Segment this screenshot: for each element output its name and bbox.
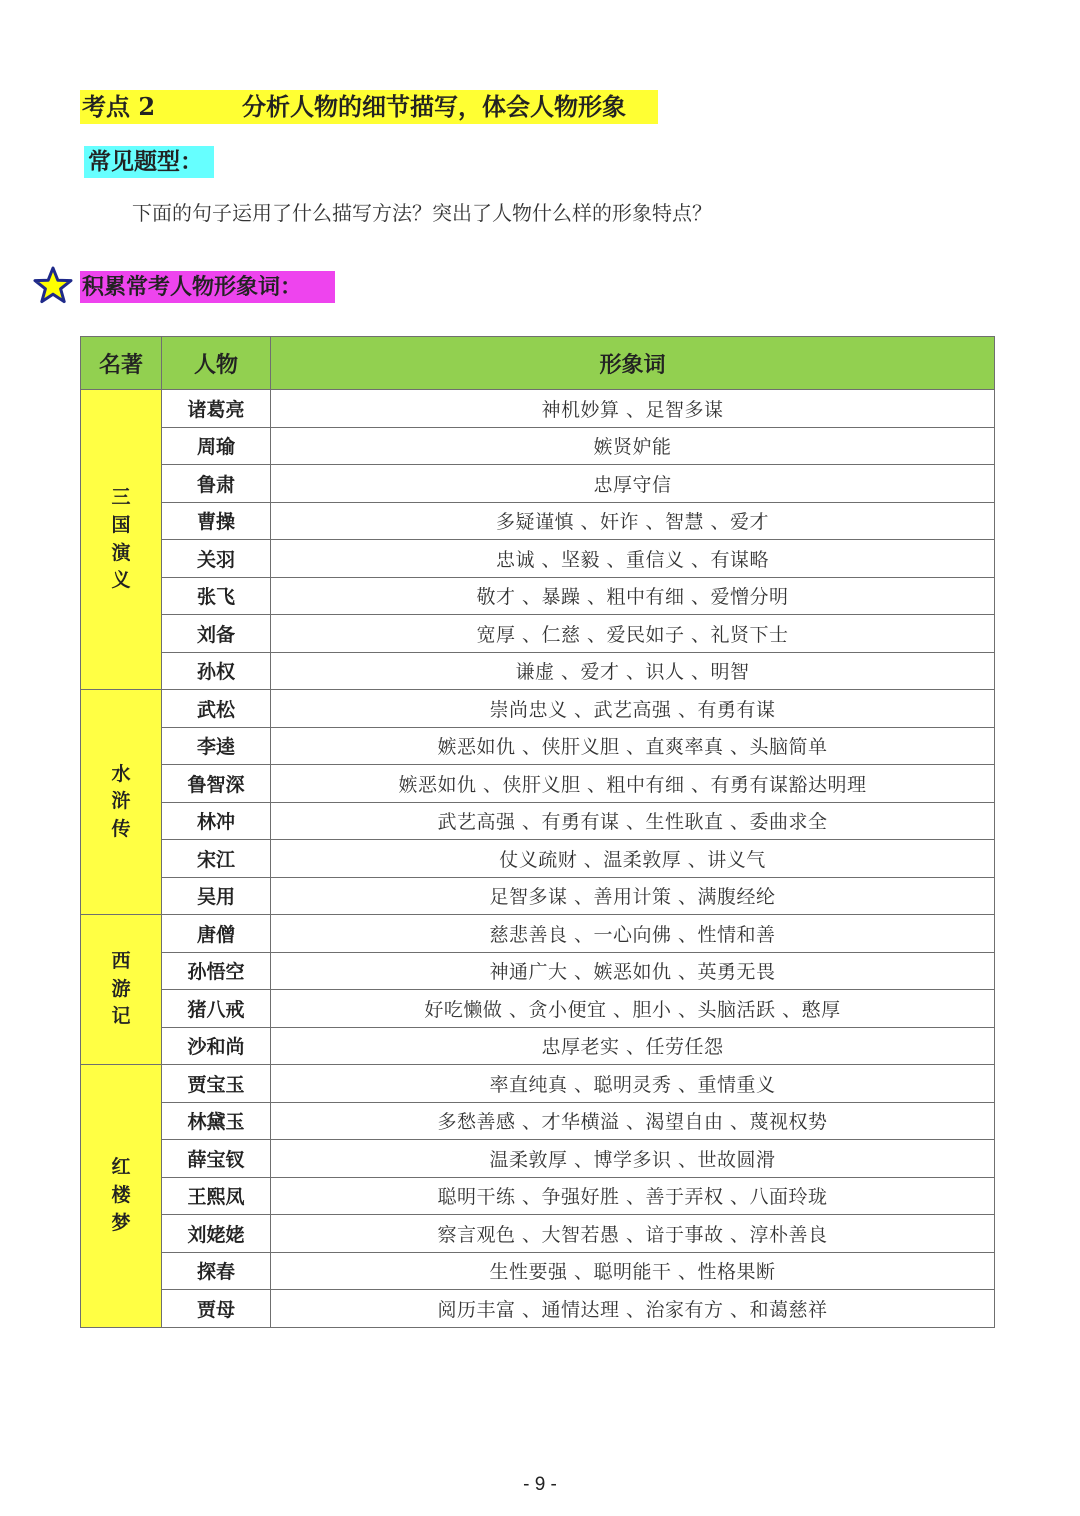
book-title-char: 浒 (111, 790, 131, 813)
question-text: 下面的句子运用了什么描写方法？突出了人物什么样的形象特点？ (132, 201, 712, 225)
book-title-cell (81, 915, 162, 1065)
trait-words: 武艺高强 、有勇有谋 、生性耿直 、委曲求全 (271, 802, 995, 840)
table-row (81, 990, 995, 1028)
book-title-char: 水 (111, 762, 131, 785)
trait-words: 敬才 、暴躁 、粗中有细 、爱憎分明 (271, 577, 995, 615)
table-row (81, 502, 995, 540)
character-name: 探春 (162, 1252, 271, 1290)
table-row (81, 390, 995, 428)
character-name: 周瑜 (162, 427, 271, 465)
table-row (81, 727, 995, 765)
table-row (81, 1177, 995, 1215)
book-title-char: 楼 (111, 1183, 131, 1206)
table-row (81, 577, 995, 615)
trait-words: 率直纯真 、聪明灵秀 、重情重义 (271, 1065, 995, 1103)
book-title-cell (81, 390, 162, 690)
book-title-char: 游 (111, 977, 131, 1000)
trait-words: 聪明干练 、争强好胜 、善于弄权 、八面玲珑 (271, 1177, 995, 1215)
character-name: 林冲 (162, 802, 271, 840)
table-row (81, 690, 995, 728)
trait-words: 阅历丰富 、通情达理 、治家有方 、和蔼慈祥 (271, 1290, 995, 1328)
table-body (81, 390, 995, 1328)
topic-title: 分析人物的细节描写，体会人物形象 (242, 92, 626, 121)
table-row (81, 1252, 995, 1290)
table-row (81, 1215, 995, 1253)
character-name: 李逵 (162, 727, 271, 765)
section-heading: 积累常考人物形象词： (80, 271, 335, 303)
trait-words: 嫉贤妒能 (271, 427, 995, 465)
character-name: 猪八戒 (162, 990, 271, 1028)
table-row (81, 1290, 995, 1328)
table-row (81, 840, 995, 878)
table-row (81, 540, 995, 578)
table-row (81, 1065, 995, 1103)
trait-words: 神通广大 、嫉恶如仇 、英勇无畏 (271, 952, 995, 990)
character-name: 唐僧 (162, 915, 271, 953)
character-name: 鲁智深 (162, 765, 271, 803)
trait-words: 谦虚 、爱才 、识人 、明智 (271, 652, 995, 690)
question-type-label: 常见题型： (84, 146, 214, 178)
book-title-char: 义 (111, 569, 131, 592)
character-name: 刘备 (162, 615, 271, 653)
character-name: 诸葛亮 (162, 390, 271, 428)
trait-words: 生性要强 、聪明能干 、性格果断 (271, 1252, 995, 1290)
header-character: 人物 (162, 337, 271, 390)
table-row (81, 615, 995, 653)
topic-number: 考点 2 (82, 92, 156, 121)
trait-words: 仗义疏财 、温柔敦厚 、讲义气 (271, 840, 995, 878)
character-name: 薛宝钗 (162, 1140, 271, 1178)
table-row (81, 765, 995, 803)
book-title-char: 红 (111, 1156, 131, 1179)
trait-words: 崇尚忠义 、武艺高强 、有勇有谋 (271, 690, 995, 728)
book-title-char: 记 (111, 1005, 131, 1028)
trait-words: 慈悲善良 、一心向佛 、性情和善 (271, 915, 995, 953)
trait-words: 嫉恶如仇 、侠肝义胆 、直爽率真 、头脑简单 (271, 727, 995, 765)
book-title-char: 传 (111, 817, 131, 840)
topic-heading (80, 90, 658, 124)
character-name: 刘姥姥 (162, 1215, 271, 1253)
book-title-char: 西 (111, 950, 131, 973)
book-title-char: 国 (111, 513, 131, 536)
table-row (81, 1027, 995, 1065)
star-icon (33, 266, 73, 304)
table-row (81, 427, 995, 465)
character-name: 曹操 (162, 502, 271, 540)
trait-words: 宽厚 、仁慈 、爱民如子 、礼贤下士 (271, 615, 995, 653)
character-name: 鲁肃 (162, 465, 271, 503)
book-title-char: 演 (111, 541, 131, 564)
book-title-char: 三 (111, 486, 131, 509)
table-row (81, 952, 995, 990)
trait-words: 好吃懒做 、贪小便宜 、胆小 、头脑活跃 、憨厚 (271, 990, 995, 1028)
character-name: 孙悟空 (162, 952, 271, 990)
table-row (81, 1102, 995, 1140)
trait-words: 忠厚老实 、任劳任怨 (271, 1027, 995, 1065)
book-title-char: 梦 (111, 1211, 131, 1234)
page-number: - 9 - (523, 1474, 557, 1495)
character-name: 张飞 (162, 577, 271, 615)
table-row (81, 877, 995, 915)
character-name: 贾母 (162, 1290, 271, 1328)
table-row (81, 915, 995, 953)
character-table (80, 336, 995, 1328)
book-title-cell (81, 1065, 162, 1328)
character-name: 林黛玉 (162, 1102, 271, 1140)
table-row (81, 802, 995, 840)
trait-words: 嫉恶如仇 、侠肝义胆 、粗中有细 、有勇有谋豁达明理 (271, 765, 995, 803)
character-name: 孙权 (162, 652, 271, 690)
trait-words: 忠诚 、坚毅 、重信义 、有谋略 (271, 540, 995, 578)
table-header-row (81, 337, 995, 390)
book-title-cell (81, 690, 162, 915)
character-name: 宋江 (162, 840, 271, 878)
character-name: 吴用 (162, 877, 271, 915)
character-name: 沙和尚 (162, 1027, 271, 1065)
header-traits: 形象词 (271, 337, 995, 390)
trait-words: 神机妙算 、足智多谋 (271, 390, 995, 428)
character-name: 武松 (162, 690, 271, 728)
character-name: 贾宝玉 (162, 1065, 271, 1103)
table-row (81, 652, 995, 690)
table-row (81, 465, 995, 503)
trait-words: 察言观色 、大智若愚 、谙于事故 、淳朴善良 (271, 1215, 995, 1253)
trait-words: 忠厚守信 (271, 465, 995, 503)
trait-words: 足智多谋 、善用计策 、满腹经纶 (271, 877, 995, 915)
trait-words: 多疑谨慎 、奸诈 、智慧 、爱才 (271, 502, 995, 540)
character-name: 关羽 (162, 540, 271, 578)
table-row (81, 1140, 995, 1178)
header-book: 名著 (81, 337, 162, 390)
trait-words: 温柔敦厚 、博学多识 、世故圆滑 (271, 1140, 995, 1178)
character-name: 王熙凤 (162, 1177, 271, 1215)
trait-words: 多愁善感 、才华横溢 、渴望自由 、蔑视权势 (271, 1102, 995, 1140)
